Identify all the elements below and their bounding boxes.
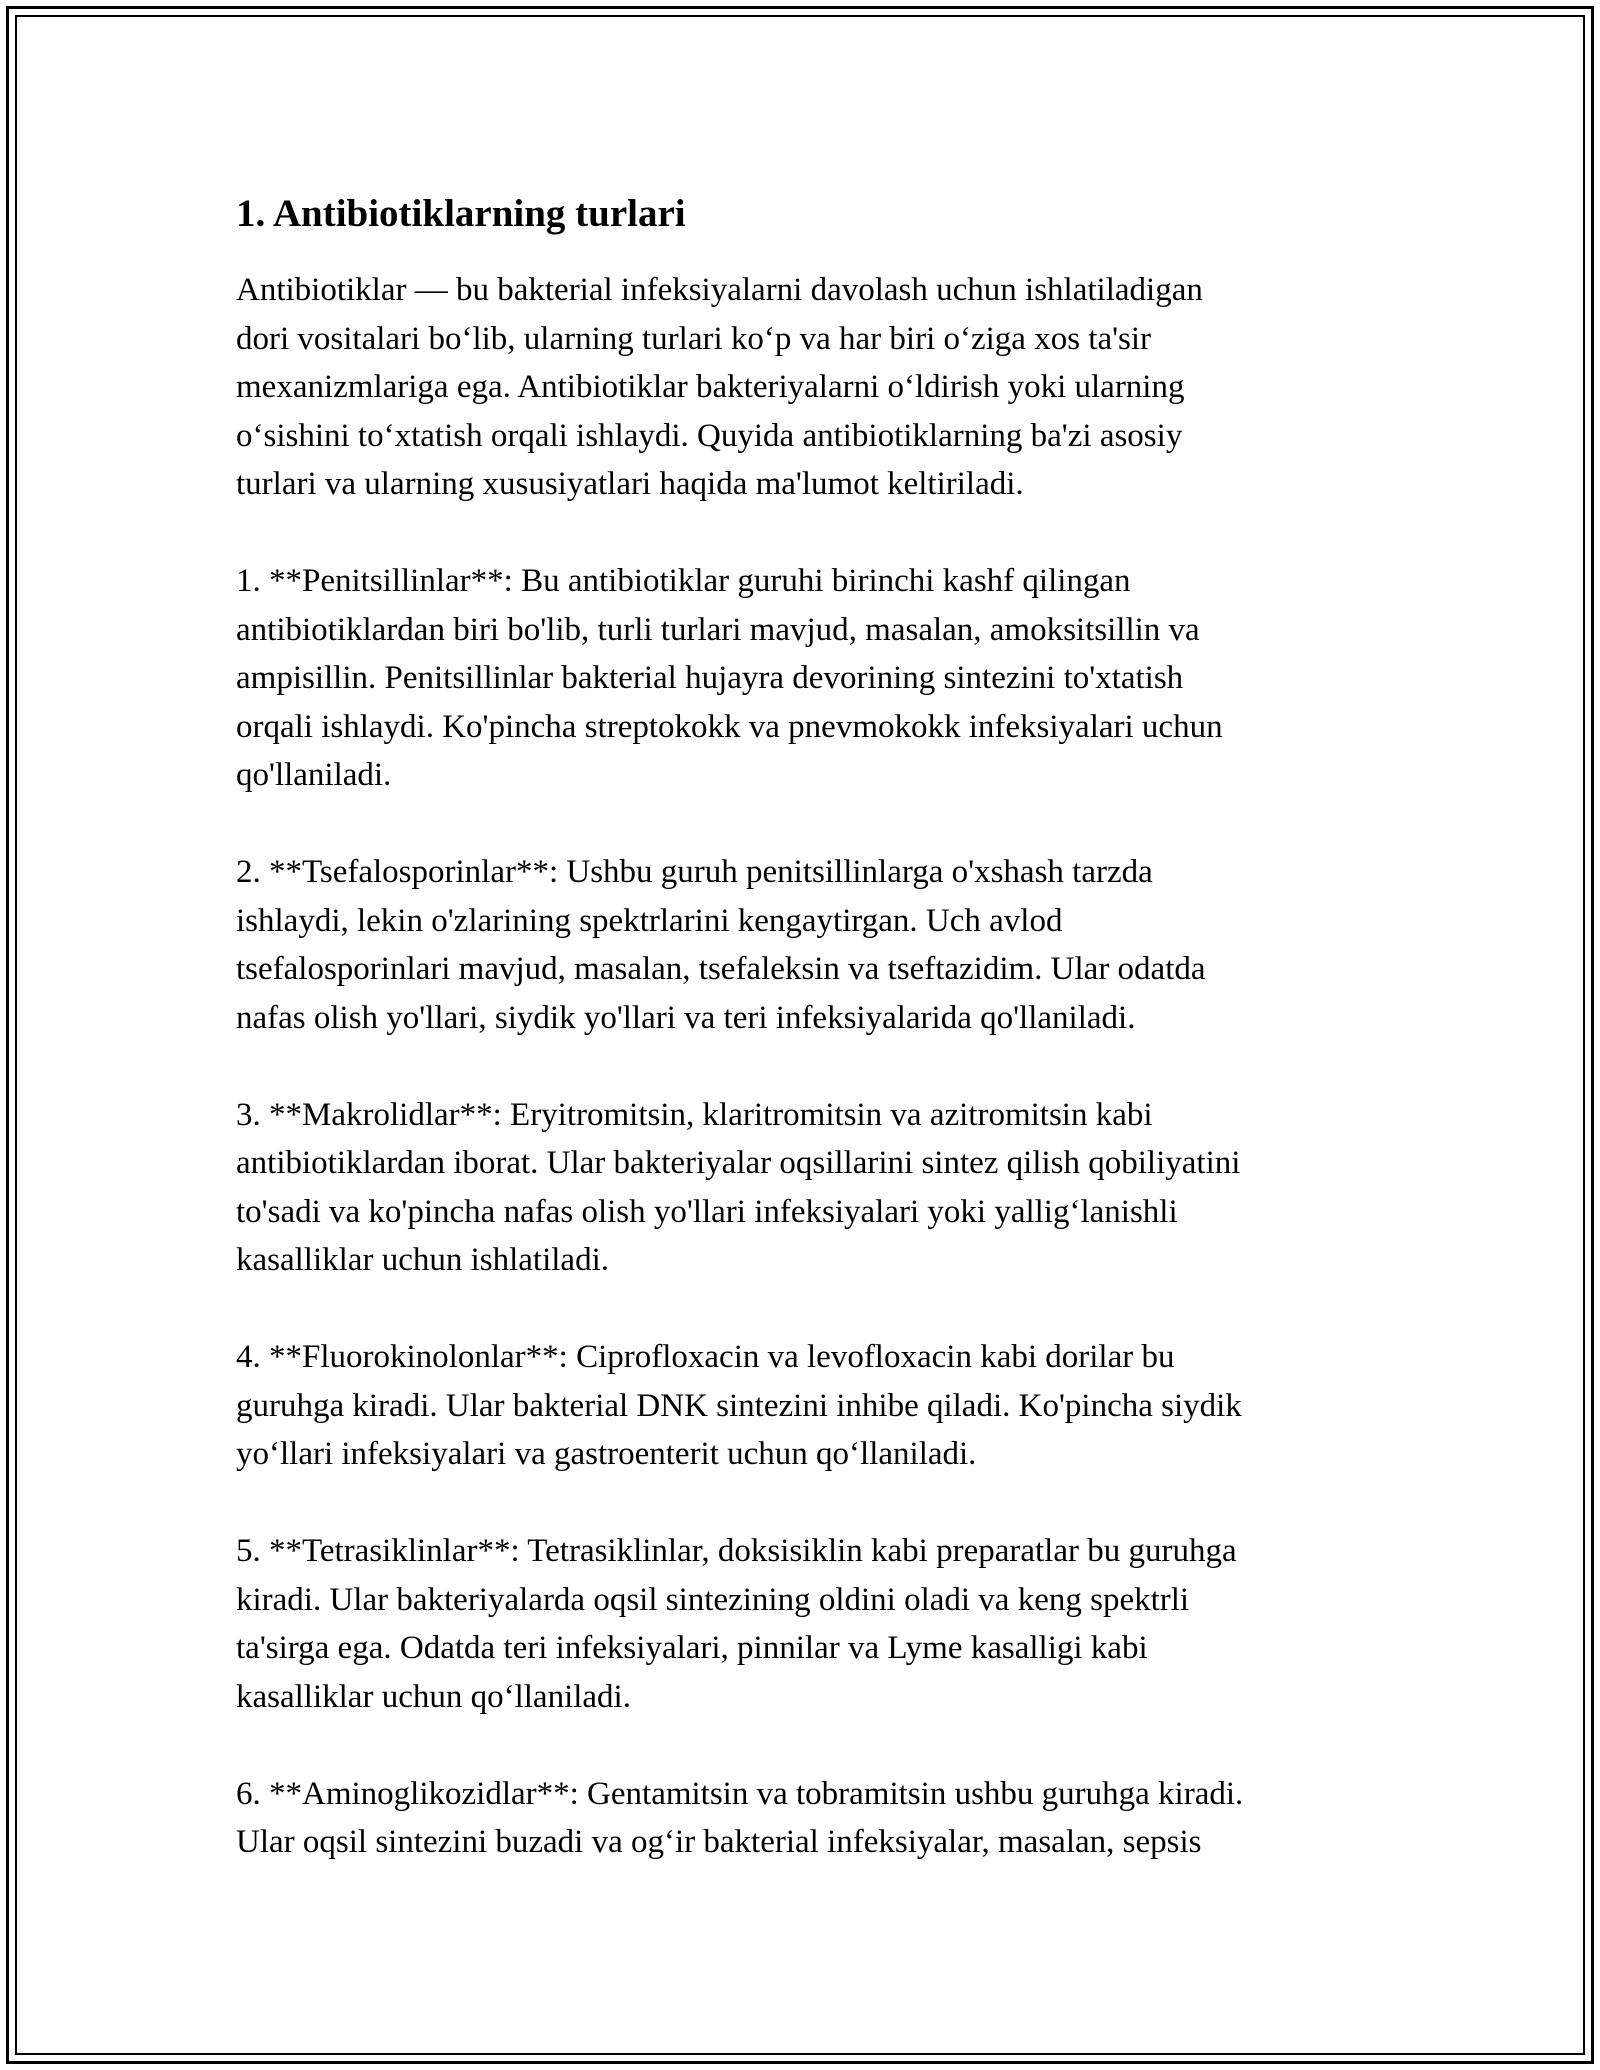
paragraph-line: antibiotiklardan biri bo'lib, turli turlari mavjud, masalan, amoksitsillin va: [236, 611, 1200, 648]
paragraph-line: orqali ishlaydi. Ko'pincha streptokokk va pnevmokokk infeksiyalari uchun: [236, 708, 1223, 745]
paragraph-line: kasalliklar uchun qo‘llaniladi.: [236, 1678, 631, 1715]
list-item-fluorokinolonlar: [236, 1333, 1366, 1479]
list-item-makrolidlar: [236, 1091, 1366, 1285]
paragraph-line: yo‘llari infeksiyalari va gastroenterit uchun qo‘llaniladi.: [236, 1436, 977, 1472]
paragraph-line: 4. **Fluorokinolonlar**: Ciprofloxacin va levofloxacin kabi dorilar bu: [236, 1339, 1175, 1375]
list-item-aminoglikozidlar: [236, 1770, 1366, 1867]
paragraph-line: ta'sirga ega. Odatda teri infeksiyalari, pinnilar va Lyme kasalligi kabi: [236, 1630, 1148, 1666]
paragraph-line: qo'llaniladi.: [236, 757, 392, 793]
paragraph-line: antibiotiklardan iborat. Ular bakteriyalar oqsillarini sintez qilish qobiliyatini: [236, 1145, 1241, 1181]
section-title: 1. Antibiotiklarning turlari: [236, 192, 686, 235]
paragraph-line: Antibiotiklar — bu bakterial infeksiyalarni davolash uchun ishlatiladigan: [236, 272, 1203, 308]
paragraph-line: kiradi. Ular bakteriyalarda oqsil sintezining oldini oladi va keng spektrli: [236, 1581, 1190, 1618]
paragraph-line: nafas olish yo'llari, siydik yo'llari va teri infeksiyalarida qo'llaniladi.: [236, 999, 1136, 1036]
paragraph-line: 3. **Makrolidlar**: Eryitromitsin, klaritromitsin va azitromitsin kabi: [236, 1096, 1153, 1133]
paragraph-line: Ular oqsil sintezini buzadi va og‘ir bakterial infeksiyalar, masalan, sepsis: [236, 1824, 1202, 1860]
paragraph-line: 6. **Aminoglikozidlar**: Gentamitsin va tobramitsin ushbu guruhga kiradi.: [236, 1775, 1244, 1812]
paragraph-line: o‘sishini to‘xtatish orqali ishlaydi. Quyida antibiotiklarning ba'zi asosiy: [236, 417, 1183, 454]
paragraph-line: guruhga kiradi. Ular bakterial DNK sintezini inhibe qiladi. Ko'pincha siydik: [236, 1387, 1242, 1424]
paragraph-line: dori vositalari bo‘lib, ularning turlari ko‘p va har biri o‘ziga xos ta'sir: [236, 320, 1152, 357]
paragraph-line: ampisillin. Penitsillinlar bakterial hujayra devorining sintezini to'xtatish: [236, 660, 1184, 696]
paragraph-line: 5. **Tetrasiklinlar**: Tetrasiklinlar, doksisiklin kabi preparatlar bu guruhga: [236, 1533, 1237, 1569]
paragraph-line: 1. **Penitsillinlar**: Bu antibiotiklar guruhi birinchi kashf qilingan: [236, 563, 1131, 599]
paragraph-line: tsefalosporinlari mavjud, masalan, tsefaleksin va tseftazidim. Ular odatda: [236, 951, 1206, 987]
paragraph-line: mexanizmlariga ega. Antibiotiklar bakteriyalarni o‘ldirish yoki ularning: [236, 369, 1185, 405]
paragraph-line: turlari va ularning xususiyatlari haqida ma'lumot keltiriladi.: [236, 466, 1024, 502]
list-item-tsefalosporinlar: [236, 848, 1366, 1042]
list-item-penitsillinlar: [236, 557, 1366, 800]
list-item-tetrasiklinlar: [236, 1527, 1366, 1721]
intro-paragraph: [236, 266, 1366, 509]
paragraph-line: 2. **Tsefalosporinlar**: Ushbu guruh penitsillinlarga o'xshash tarzda: [236, 854, 1153, 890]
paragraph-line: to'sadi va ko'pincha nafas olish yo'llari infeksiyalari yoki yallig‘lanishli: [236, 1193, 1178, 1230]
paragraph-line: kasalliklar uchun ishlatiladi.: [236, 1242, 609, 1278]
document-body: [236, 186, 1366, 1867]
paragraph-line: ishlaydi, lekin o'zlarining spektrlarini kengaytirgan. Uch avlod: [236, 902, 1063, 939]
